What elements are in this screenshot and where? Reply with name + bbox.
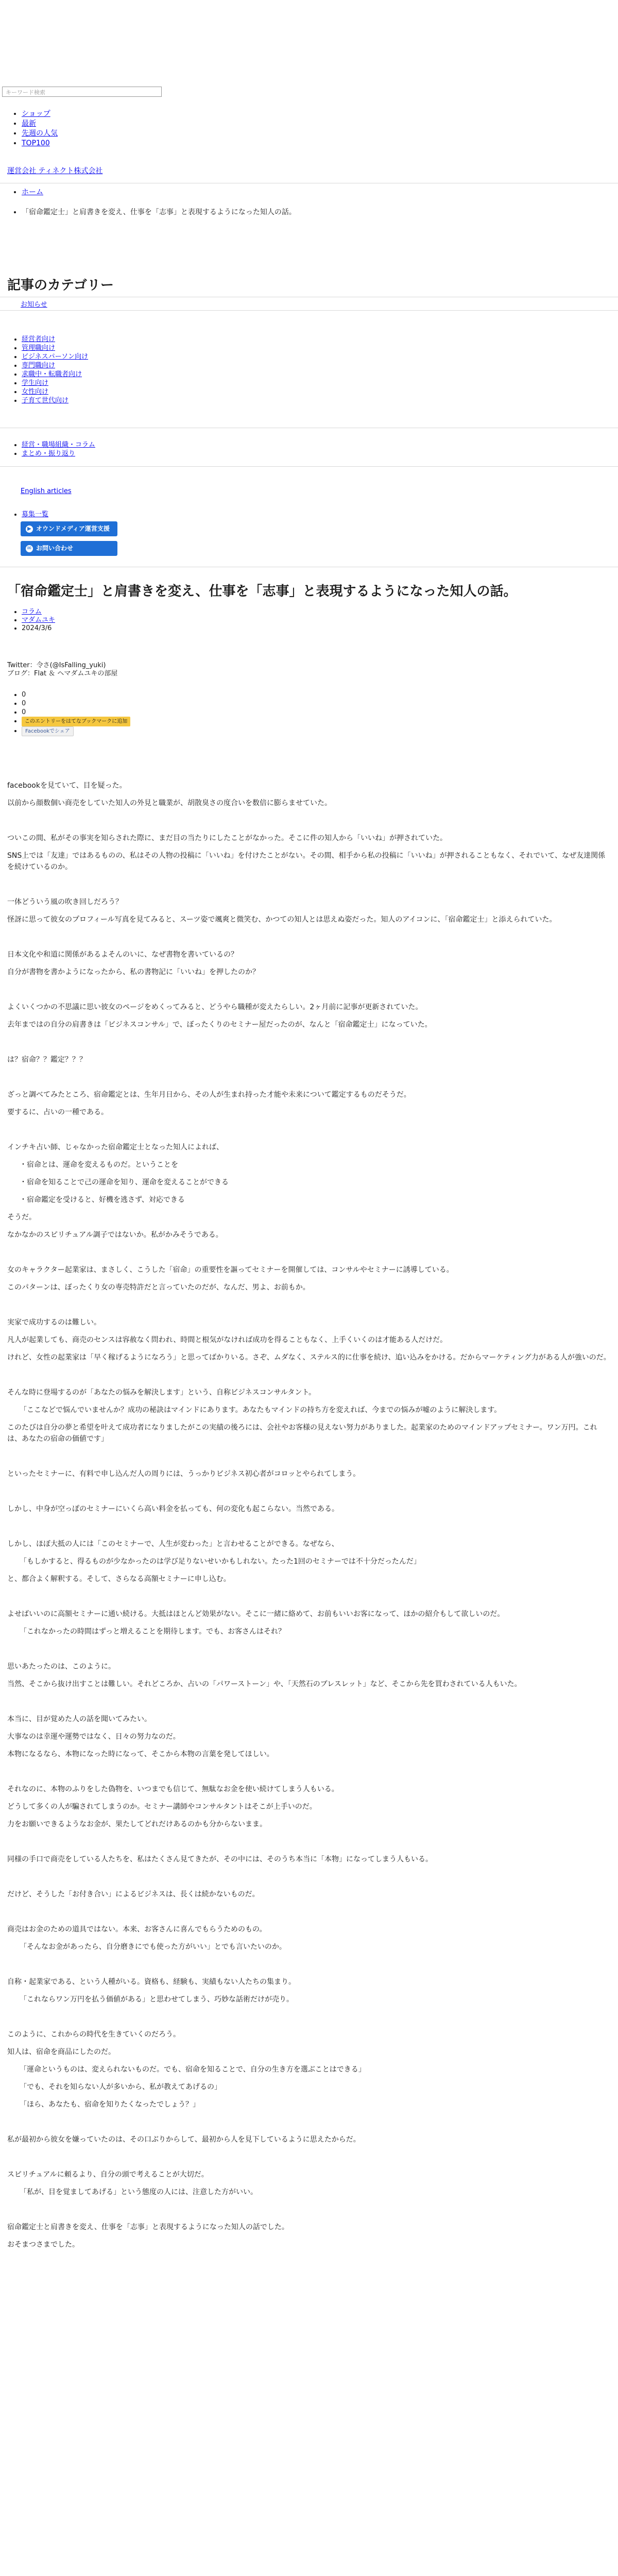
- nav-latest-link[interactable]: • 最新: [22, 119, 58, 129]
- nav-top100-link[interactable]: • TOP100: [22, 139, 58, 148]
- post-paragraph: このたびは自分の夢と希望を叶えて成功者になりましたがこの実績の後ろには、会社やお客様の見えない努力がありました。起業家のためのマインドアップセミナー。ワン万円。これは、あなたの宿命の価値です」: [7, 1423, 597, 1443]
- post-paragraph: [7, 1906, 611, 1918]
- post-paragraph: 知人は、宿命を商品にしたのだ。: [7, 2048, 115, 2056]
- post-paragraph: 大事なのは幸運や運勢ではなく、日々の努力なのだ。: [7, 1733, 180, 1741]
- post-body: [7, 780, 611, 2257]
- breadcrumb-home[interactable]: • ホーム: [22, 188, 296, 197]
- media-icon: ▶: [26, 526, 33, 533]
- post-paragraph: 同様の手口で商売をしている人たちを、私はたくさん見てきたが、その中には、そのうち本当に「本物」になってしまう人もいる。: [7, 1855, 433, 1863]
- post-paragraph: SNS上では「友達」ではあるものの、私はその人物の投稿に「いいね」を付けたことがない。その間、相手から私の投稿に「いいね」が押されることもなく、それでいて、なぜ友達関係を続けているのか。: [7, 852, 606, 871]
- author-twitter[interactable]: Twitter：令さ(@IsFalling_yuki): [7, 662, 106, 669]
- post-paragraph: ・宿命鑑定を受けると、好機を逃さず、対応できる: [20, 1196, 185, 1204]
- recruit-link[interactable]: • 募集一覧: [22, 510, 48, 519]
- author-blog[interactable]: ブログ：Flat ＆ ヘマダムユキの部屋: [7, 670, 118, 677]
- category-item[interactable]: • 女性向け: [22, 387, 88, 396]
- post-paragraph: [7, 1591, 611, 1602]
- post-paragraph: 「これなかったの時間はずっと増えることを期待します。でも、お客さんはそれ？: [20, 1628, 286, 1636]
- post-paragraph: 私が最初から彼女を嫌っていたのは、その口ぶりからして、最初から人を見下しているように思えたからだ。: [7, 2136, 360, 2144]
- share-count: • 0: [22, 708, 130, 717]
- brand-link[interactable]: 運営会社 ティネクト株式会社: [7, 167, 103, 175]
- notice-link[interactable]: お知らせ: [21, 301, 47, 309]
- category-list-secondary: [12, 440, 95, 458]
- category-item[interactable]: • 管理職向け: [22, 344, 88, 352]
- category-item[interactable]: • 経営者向け: [22, 335, 88, 344]
- share-count: • 0: [22, 690, 130, 699]
- post-paragraph: このように、これからの時代を生きていくのだろう。: [7, 2030, 180, 2039]
- post-paragraph: [7, 815, 611, 826]
- post-paragraph: 「ほら、あなたも、宿命を知りたくなったでしょう？」: [20, 2100, 200, 2109]
- post-meta: [12, 608, 55, 633]
- post-paragraph: どうして多くの人が騙されてしまうのか。セミナー講師やコンサルタントはそこが上手いのだ。: [7, 1803, 317, 1811]
- breadcrumb: [12, 188, 296, 228]
- nav-shop-link[interactable]: • ショップ: [22, 109, 58, 119]
- post-paragraph: 実家で成功するのは難しい。: [7, 1318, 101, 1327]
- post-paragraph: このパターンは、ぼったくり女の専売特許だと言っていたのだが、なんだ、男よ、お前もか。: [7, 1283, 310, 1292]
- post-paragraph: けれど、女性の起業家は「早く稼げるようになろう」と思ってばかりいる。さぞ、ムダなく、ステルス的に仕事を続け、追い込みをかける。だからマーケティング力がある人が強いのだ。: [7, 1353, 611, 1362]
- post-author-link[interactable]: • マダムユキ: [22, 616, 55, 624]
- post-paragraph: 一体どういう風の吹き回しだろう？: [7, 898, 123, 906]
- post-paragraph: よせばいいのに高額セミナーに通い続ける。大抵はほとんど効果がない。そこに一緒に絡めて、お前もいいお客になって、ほかの紹介もして欲しいのだ。: [7, 1610, 505, 1618]
- post-paragraph: しかし、ほぼ大抵の人には「このセミナーで、人生が変わった」と言わせることができる。なぜなら、: [7, 1540, 339, 1548]
- post-paragraph: そんな時に登場するのが「あなたの悩みを解決します」という、自称ビジネスコンサルタント。: [7, 1388, 316, 1397]
- hatebu-button[interactable]: • このエントリーをはてなブックマークに追加: [22, 717, 130, 726]
- divider: [0, 466, 618, 467]
- post-paragraph: 「ここなどで悩んでいませんか？成功の秘訣はマインドにあります。あなたもマインドの持ち方を変えれば、今までの悩みが嘘のように解決します。: [20, 1406, 502, 1414]
- post-paragraph: 要するに、占いの一種である。: [7, 1108, 108, 1116]
- post-paragraph: 商売はお金のための道具ではない。本来、お客さんに喜んでもらうためのもの。: [7, 1925, 267, 1934]
- post-paragraph: と、都合よく解釈する。そして、さらなる高額セミナーに申し込む。: [7, 1575, 231, 1583]
- post-paragraph: ・宿命を知ることで己の運命を知り、運命を変えることができる: [20, 1178, 229, 1187]
- post-paragraph: 日本文化や和道に関係があるよそんのいに、なぜ書物を書いているの？: [7, 951, 238, 959]
- category-list: [12, 335, 88, 405]
- post-paragraph: [7, 1643, 611, 1655]
- categories-heading: 記事のカテゴリー: [7, 278, 114, 293]
- english-articles-link[interactable]: English articles: [21, 487, 72, 495]
- post-category-link[interactable]: • コラム: [22, 608, 55, 616]
- post-paragraph: それなのに、本物のふりをした偽物を、いつまでも信じて、無駄なお金を使い続けてしまう人もいる。: [7, 1785, 339, 1793]
- post-paragraph: [7, 931, 611, 943]
- post-paragraph: しかし、中身が空っぽのセミナーにいくら高い料金を払っても、何の変化も起こらない。当然である。: [7, 1505, 339, 1513]
- post-paragraph: [7, 1072, 611, 1083]
- contact-button[interactable]: ✉ お問い合わせ: [21, 541, 117, 556]
- misc-list: [12, 510, 48, 519]
- post-paragraph: 本当に、目が覚めた人の話を聞いてみたい。: [7, 1715, 151, 1723]
- post-paragraph: facebookを見ていて、目を疑った。: [7, 782, 127, 790]
- post-paragraph: そうだ。: [7, 1213, 36, 1222]
- post-paragraph: だけど、そうした「お付き合い」によるビジネスは、長くは続かないものだ。: [7, 1890, 260, 1899]
- post-paragraph: スピリチュアルに頼るより、自分の頭で考えることが大切だ。: [7, 2171, 209, 2179]
- post-paragraph: [7, 2116, 611, 2128]
- social-share: [12, 690, 130, 736]
- post-paragraph: 力をお願いできるようなお金が、果たしてどれだけあるのかも分からないまま。: [7, 1820, 267, 1828]
- post-paragraph: [7, 1451, 611, 1462]
- category-item[interactable]: • 求職中・転職者向け: [22, 370, 88, 379]
- post-paragraph: [7, 2204, 611, 2215]
- category-item[interactable]: • 経営・職場組織・コラム: [22, 440, 95, 449]
- post-paragraph: [7, 1037, 611, 1048]
- top-nav: [12, 109, 58, 148]
- facebook-share-button[interactable]: • Facebookでシェア: [22, 726, 130, 736]
- post-paragraph: 「これならワン万円を払う価値がある」と思わせてしまう、巧妙な話術だけが売り。: [20, 1995, 294, 2004]
- owned-media-button[interactable]: ▶ オウンドメディア運営支援: [21, 521, 117, 536]
- category-item[interactable]: • 子育て世代向け: [22, 396, 88, 405]
- post-paragraph: といったセミナーに、有料で申し込んだ人の周りには、うっかりビジネス初心者がコロッとやられてしまう。: [7, 1470, 360, 1478]
- post-paragraph: 以前から顔数個い商売をしていた知人の外見と職業が、胡散臭さの度合いを数倍に膨らませていた。: [7, 799, 332, 807]
- post-paragraph: [7, 1871, 611, 1883]
- post-paragraph: 怪訝に思って彼女のプロフィール写真を見てみると、スーツ姿で颯爽と微笑む、かつての知人とは思えぬ姿だった。知人のアイコンに、「宿命鑑定士」と添えられていた。: [7, 916, 557, 924]
- mail-icon: ✉: [26, 545, 33, 552]
- post-paragraph: [7, 879, 611, 890]
- post-paragraph: ・宿命とは、運命を変えるものだ。ということを: [20, 1161, 178, 1169]
- nav-popular-link[interactable]: • 先週の人気: [22, 129, 58, 139]
- post-paragraph: [7, 1124, 611, 1136]
- post-paragraph: なかなかのスピリチュアル調子ではないか。私がかみそうである。: [7, 1231, 223, 1239]
- post-paragraph: 「私が、目を覚ましてあげる」という態度の人には、注意した方がいい。: [20, 2188, 258, 2196]
- share-count: • 0: [22, 699, 130, 708]
- post-paragraph: は？宿命？？鑑定？？？: [7, 1056, 87, 1064]
- post-paragraph: よくいくつかの不思議に思い彼女のページをめくってみると、どうやら職種が変えたらしい。2ヶ月前に記事が更新されていた。: [7, 1003, 423, 1011]
- post-paragraph: 当然、そこから抜け出すことは難しい。それどころか、占いの「パワーストーン」や、「天然石のブレスレット」など、そこから先を買わされている人もいた。: [7, 1680, 522, 1688]
- post-paragraph: 本物になるなら、本物になった時になって、そこから本物の言葉を発してほしい。: [7, 1750, 274, 1758]
- post-paragraph: おそまつさまでした。: [7, 2241, 79, 2249]
- post-paragraph: [7, 1299, 611, 1311]
- post-paragraph: [7, 1696, 611, 1707]
- post-paragraph: [7, 1959, 611, 1970]
- divider: [0, 310, 618, 311]
- post-title: 「宿命鑑定士」と肩書きを変え、仕事を「志事」と表現するようになった知人の話。: [7, 584, 517, 599]
- post-paragraph: インチキ占い師、じゃなかった宿命鑑定士となった知人によれば、: [7, 1143, 224, 1151]
- post-paragraph: [7, 1521, 611, 1532]
- category-item[interactable]: • 学生向け: [22, 379, 88, 387]
- post-paragraph: 宿命鑑定士と肩書きを変え、仕事を「志事」と表現するようになった知人の話でした。: [7, 2223, 289, 2231]
- post-paragraph: 凡人が起業しても、商売のセンスは容赦なく問われ、時間と根気がなければ成功を得ることもなく、上手くいくのは才能ある人だけだ。: [7, 1336, 448, 1344]
- breadcrumb-current: • 「宿命鑑定士」と肩書きを変え、仕事を「志事」と表現するようになった知人の話。: [22, 208, 296, 217]
- category-item[interactable]: • 専門職向け: [22, 361, 88, 370]
- category-item[interactable]: • ビジネスパーソン向け: [22, 352, 88, 361]
- post-paragraph: 女のキャラクター起業家は、まさしく、こうした「宿命」の重要性を謳ってセミナーを開催しては、コンサルやセミナーに誘導している。: [7, 1266, 454, 1274]
- post-paragraph: [7, 1369, 611, 1381]
- post-paragraph: [7, 1247, 611, 1258]
- post-paragraph: 「でも、それを知らない人が多いから、私が教えてあげるの」: [20, 2083, 221, 2091]
- post-date: • 2024/3/6: [22, 624, 55, 633]
- category-item[interactable]: • まとめ・振り返り: [22, 449, 95, 458]
- post-paragraph: 「運命というものは、変えられないものだ。でも、宿命を知ることで、自分の生き方を選ぶことはできる」: [20, 2065, 366, 2074]
- post-paragraph: 思いあたったのは、このように。: [7, 1663, 115, 1671]
- post-paragraph: 「もしかすると、得るものが少なかったのは学び足りないせいかもしれない。たった1回のセミナーでは不十分だったんだ」: [20, 1557, 421, 1566]
- post-paragraph: [7, 1486, 611, 1497]
- post-paragraph: [7, 984, 611, 995]
- post-paragraph: 自称・起業家である、という人種がいる。資格も、経験も、実績もない人たちの集まり。: [7, 1978, 296, 1986]
- post-paragraph: [7, 2151, 611, 2163]
- search-input[interactable]: キーワード検索: [2, 87, 162, 97]
- post-paragraph: 去年まではの自分の肩書きは「ビジネスコンサル」で、ぼったくりのセミナー屋だったのが、なんと「宿命鑑定士」になっていた。: [7, 1021, 432, 1029]
- post-paragraph: [7, 2011, 611, 2023]
- post-paragraph: 「そんなお金があったら、自分磨きにでも使った方がいい」とでも言いたいのか。: [20, 1943, 286, 1951]
- post-paragraph: 自分が書物を書かようになったから、私の書物記に「いいね」を押したのか？: [7, 968, 260, 976]
- post-paragraph: ついこの間、私がその事実を知らされた際に、まだ目の当たりにしたことがなかった。そこに件の知人から「いいね」が押されていた。: [7, 834, 447, 842]
- post-paragraph: [7, 1766, 611, 1777]
- post-paragraph: [7, 1836, 611, 1848]
- post-paragraph: ざっと調べてみたところ、宿命鑑定とは、生年月日から、その人が生まれ持った才能や未来について鑑定するものだそうだ。: [7, 1091, 411, 1099]
